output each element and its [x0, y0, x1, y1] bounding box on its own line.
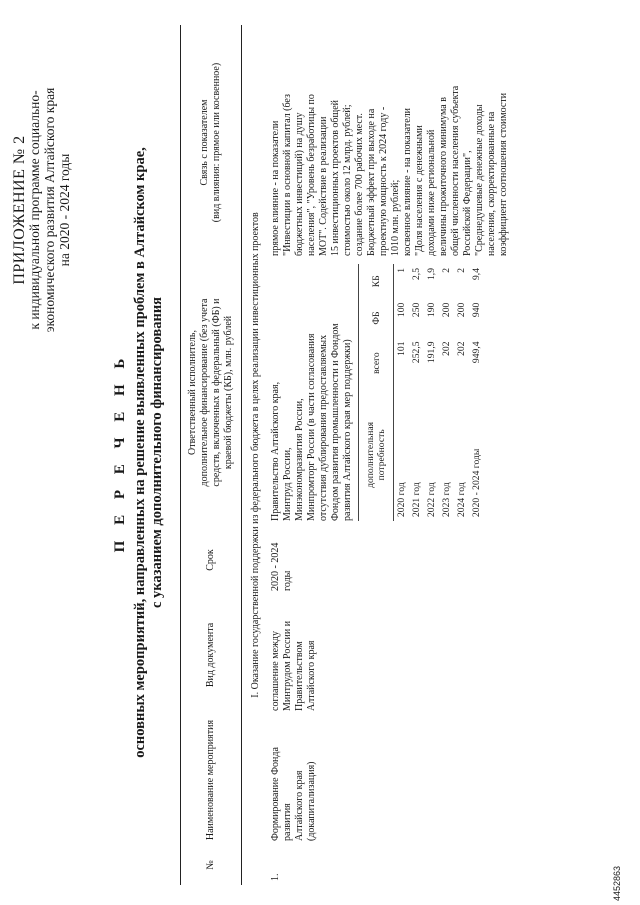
row-num: 1.: [270, 873, 281, 881]
row-name: Формирование Фонда развития Алтайского края (докапитализация): [270, 747, 317, 841]
financing-cell: 1: [396, 268, 407, 273]
financing-header-row: [359, 264, 394, 521]
fin-header: всего: [359, 337, 394, 388]
appendix-line: экономического развития Алтайского края: [42, 87, 57, 333]
financing-cell: 190: [426, 302, 437, 318]
section-title: I. Оказание государственной поддержки из федерального бюджета в целях реализации инвестиционных проектов: [250, 212, 261, 698]
financing-cell: 940: [471, 302, 482, 318]
document-subtitle: [132, 0, 166, 905]
financing-cell: 9,4: [471, 268, 482, 280]
financing-cell: 100: [396, 302, 407, 318]
header-indicator-link: Связь с показателем (вид влияния: прямое или косвенное): [181, 25, 242, 260]
responsible-text: Правительство Алтайского края, Минтруд России, Минэкономразвития России, Минпромторг России (в части согласования отсутствия дублирования предоставляемых Фондом развития промышленности и Фондом развития Алтайского края мер поддержки): [270, 323, 353, 521]
header-responsible: Ответственный исполнитель, дополнительное финансирование (без учета средств, включенных в федеральный (ФБ) и краевой бюджеты (КБ), млн. рублей: [181, 260, 242, 525]
financing-row: [424, 264, 439, 521]
header-name: Наименование мероприятия: [181, 715, 242, 845]
financing-cell: 2,5: [411, 268, 422, 280]
financing-row: [439, 264, 454, 521]
appendix-line: на 2020 - 2024 годы: [57, 153, 72, 267]
financing-cell: 200: [456, 302, 467, 318]
table-row: [268, 25, 512, 885]
table-header-row: [181, 25, 242, 885]
financing-cell: 2020 год: [396, 482, 407, 517]
measures-table: [180, 25, 512, 885]
financing-body: [394, 264, 485, 521]
appendix-number: ПРИЛОЖЕНИЕ № 2: [11, 135, 28, 285]
financing-cell: 250: [411, 302, 422, 318]
financing-cell: 2: [441, 268, 452, 273]
financing-row: [454, 264, 469, 521]
financing-cell: 2022 год: [426, 482, 437, 517]
financing-cell: 2021 год: [411, 482, 422, 517]
financing-cell: 191,9: [426, 341, 437, 364]
financing-cell: 200: [441, 302, 452, 318]
row-term: 2020 - 2024 годы: [270, 542, 293, 591]
financing-row: [394, 264, 410, 521]
document-title: П Е Р Е Ч Е Н Ь: [112, 352, 128, 553]
financing-row: [409, 264, 424, 521]
financing-cell: 202: [456, 341, 467, 356]
financing-cell: 2024 год: [456, 482, 467, 517]
financing-cell: 252,5: [411, 341, 422, 364]
section-row: [242, 25, 269, 885]
appendix-block: [12, 60, 72, 360]
financing-cell: 949,4: [471, 341, 482, 364]
document-id: 4452863: [612, 865, 622, 901]
financing-row: [469, 264, 484, 521]
fin-header: ФБ: [359, 299, 394, 338]
financing-cell: 2020 - 2024 годы: [471, 448, 482, 517]
header-term: Срок: [181, 525, 242, 595]
row-indicator-link: прямое влияние - на показатели "Инвестиции в основной капитал (без бюджетных инвестиций) на душу населения", "Уровень безработицы по МОТ". Содействие в реализации 15 инвестиционных проектов общей стоимостью около 12 млрд. рублей; создание более 700 рабочих мест. Бюджетный эффект при выходе на проектную мощность к 2024 году - 1010 млн. рублей; косвенное влияние - на показатели "Доля населения с денежными доходами ниже региональной величины прожиточного минимума в общей численности населения субъекта Российской Федерации", "Среднедушевые денежные доходы населения, скорректированные на коэффициент соотношения стоимости: [270, 85, 509, 256]
fin-header: КБ: [359, 264, 394, 299]
fin-header: дополнительная потребность: [359, 389, 394, 521]
subtitle-line: основных мероприятий, направленных на решение выявленных проблем в Алтайском крае,: [132, 147, 148, 758]
subtitle-line: с указанием дополнительного финансирования: [149, 296, 165, 609]
header-num: №: [181, 845, 242, 885]
row-responsible: [268, 260, 512, 525]
financing-cell: 1,9: [426, 268, 437, 280]
financing-cell: 202: [441, 341, 452, 356]
financing-cell: 2: [456, 268, 467, 273]
header-doc: Вид документа: [181, 595, 242, 715]
appendix-line: к индивидуальной программе социально-: [27, 90, 42, 330]
financing-table: [358, 264, 484, 521]
financing-cell: 2023 год: [441, 482, 452, 517]
financing-cell: 101: [396, 341, 407, 356]
row-doc: соглашение между Минтрудом России и Правительством Алтайского края: [270, 620, 317, 711]
